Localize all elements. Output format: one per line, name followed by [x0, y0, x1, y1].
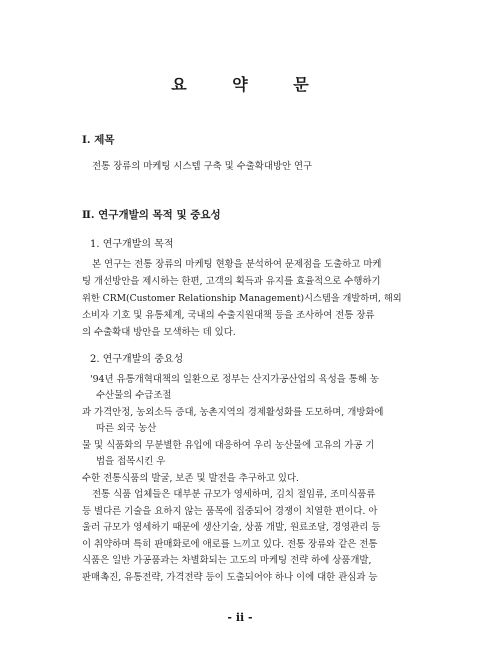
subsection-1-heading: 1. 연구개발의 목적 — [90, 239, 174, 250]
section-1-body: 전통 장류의 마케팅 시스템 구축 및 수출확대방안 연구 — [92, 161, 313, 172]
paragraph-line: 팅 개선방안을 제시하는 한편, 고객의 획득과 유지를 효율적으로 수행하기 — [82, 276, 381, 287]
paragraph-line: '94년 유통개혁대책의 일환으로 정부는 산지가공산업의 육성을 통해 농 — [90, 374, 379, 385]
paragraph-line: 과 가격안정, 농외소득 증대, 농촌지역의 경제활성화를 도모하며, 개방화에 — [82, 407, 384, 418]
section-2-heading: Ⅱ. 연구개발의 목적 및 중요성 — [82, 209, 221, 221]
paragraph-line: 위한 CRM(Customer Relationship Management)시스템을 개발하며, 해외 — [82, 293, 402, 304]
paragraph-line: 이 취약하며 특히 판매화로에 애로를 느끼고 있다. 전통 장류와 같은 전통 — [82, 539, 378, 550]
page-number: - ii - — [227, 611, 253, 624]
paragraph-line: 본 연구는 전통 장류의 마케팅 현황을 분석하여 문제점을 도출하고 마케 — [92, 259, 382, 270]
paragraph-line: 따른 외국 농산 — [96, 423, 157, 434]
paragraph-line: 법을 접목시킨 우 — [96, 456, 166, 467]
paragraph-line: 식품은 일반 가공품과는 차별화되는 고도의 마케팅 전략 하에 상품개발, — [82, 555, 372, 566]
paragraph-line: 울러 규모가 영세하기 때문에 생산기술, 상품 개발, 원료조달, 경영관리 등 — [82, 522, 381, 533]
page-title: 요 약 문 — [171, 75, 329, 94]
section-1-heading: Ⅰ. 제목 — [82, 134, 115, 146]
paragraph-line: 수산물의 수급조절 — [96, 390, 172, 401]
paragraph-line: 전통 식품 업체들은 대부분 규모가 영세하며, 김치 절임류, 조미식품류 — [92, 489, 376, 500]
paragraph-line: 물 및 식품화의 무분별한 유입에 대응하여 우리 농산물에 고유의 가공 기 — [82, 440, 375, 451]
paragraph-line: 소비자 기호 및 유통체계, 국내의 수출지원대책 등을 조사하여 전통 장류 — [82, 310, 375, 321]
paragraph-line: 판매촉진, 유통전략, 가격전략 등이 도출되어야 하나 이에 대한 관심과 능 — [82, 572, 378, 583]
paragraph-line: 등 별다른 기술을 요하지 않는 품목에 집중되어 경쟁이 치열한 편이다. 아 — [82, 506, 378, 517]
subsection-2-heading: 2. 연구개발의 중요성 — [90, 354, 184, 365]
paragraph-line: 의 수출확대 방안을 모색하는 데 있다. — [82, 327, 236, 338]
paragraph-line: 수한 전통식품의 발굴, 보존 및 발전을 추구하고 있다. — [82, 473, 300, 484]
